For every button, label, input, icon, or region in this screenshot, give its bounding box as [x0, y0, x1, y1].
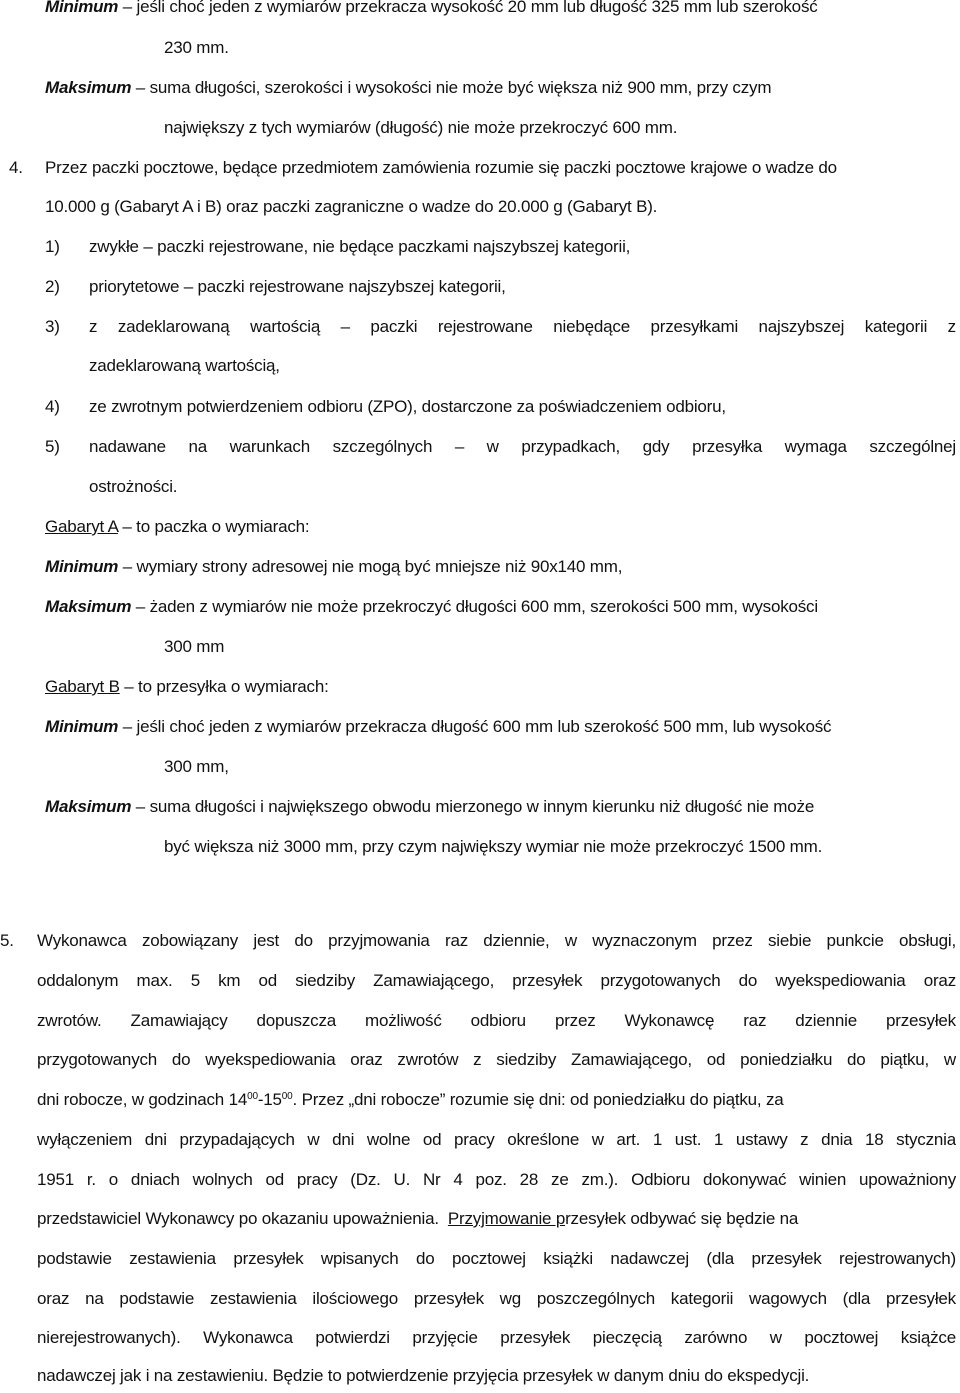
- gabaryt-b-maksimum-text-1: – suma długości i największego obwodu mierzonego w innym kierunku niż długość nie może: [135, 797, 815, 816]
- prev-maksimum-label: Maksimum: [45, 78, 132, 97]
- section4-text-1: Przez paczki pocztowe, będące przedmiotem zamówienia rozumie się paczki pocztowe krajowe o wadze do: [45, 158, 837, 177]
- prev-minimum-label: Minimum: [45, 0, 119, 16]
- item-5-text-2: ostrożności.: [89, 477, 178, 496]
- section5-line-5: [37, 1090, 956, 1110]
- section5-line-6: wyłączeniem dni przypadających w dni wolne od pracy określone w art. 1 ust. 1 ustawy z dnia 18 stycznia: [37, 1130, 956, 1149]
- section5-line-10: oraz na podstawie zestawienia ilościowego przesyłek wg poszczególnych kategorii wagowych (dla przesyłek: [37, 1289, 956, 1308]
- gabaryt-a-intro: – to paczka o wymiarach:: [122, 517, 310, 536]
- item-3-text-1: z zadeklarowaną wartością – paczki rejestrowane niebędące przesyłkami najszybszej kategorii z: [89, 317, 956, 336]
- section5-line-5a: dni robocze, w godzinach 14: [37, 1090, 248, 1109]
- item-1-num: 1): [45, 237, 60, 256]
- gabaryt-a-heading: [45, 517, 309, 537]
- prev-maksimum-cont: największy z tych wymiarów (długość) nie może przekroczyć 600 mm.: [164, 118, 678, 137]
- section5-sup-2: 00: [281, 1091, 293, 1102]
- section5-line-2: oddalonym max. 5 km od siedziby Zamawiającego, przesyłek przygotowanych do wyekspediowania oraz: [37, 971, 956, 990]
- prev-minimum-text-1: – jeśli choć jeden z wymiarów przekracza wysokość 20 mm lub długość 325 mm lub szerokość: [122, 0, 818, 16]
- gabaryt-a-title: Gabaryt A: [45, 517, 118, 536]
- prev-minimum-line: [45, 0, 818, 17]
- section5-line-12: nadawczej jak i na zestawieniu. Będzie to potwierdzenie przyjęcia przesyłek w danym dniu do ekspedycji.: [37, 1366, 810, 1385]
- gabaryt-a-minimum: [45, 557, 622, 577]
- gabaryt-b-maksimum: [45, 797, 814, 817]
- gabaryt-b-minimum-text-1: – jeśli choć jeden z wymiarów przekracza długość 600 mm lub szerokość 500 mm, lub wysokość: [122, 717, 832, 736]
- gabaryt-a-minimum-text: – wymiary strony adresowej nie mogą być mniejsze niż 90x140 mm,: [122, 557, 623, 576]
- section5-line-8b: rzesyłek odbywać się będzie na: [565, 1209, 799, 1228]
- item-3-num: 3): [45, 317, 60, 336]
- section5-line-8: [37, 1209, 956, 1229]
- gabaryt-b-heading: [45, 677, 329, 697]
- gabaryt-a-maksimum-cont: 300 mm: [164, 637, 225, 656]
- prev-maksimum-line: [45, 78, 771, 98]
- gabaryt-b-maksimum-cont: być większa niż 3000 mm, przy czym największy wymiar nie może przekroczyć 1500 mm.: [164, 837, 823, 856]
- section5-line-11: nierejestrowanych). Wykonawca potwierdzi przyjęcie przesyłek pieczęcią zarówno w pocztowej książce: [37, 1328, 956, 1347]
- gabaryt-a-maksimum-text-1: – żaden z wymiarów nie może przekroczyć długości 600 mm, szerokości 500 mm, wysokości: [135, 597, 818, 616]
- section5-line-5c: . Przez „dni robocze” rozumie się dni: od poniedziałku do piątku, za: [292, 1090, 784, 1109]
- item-5-text-1: nadawane na warunkach szczególnych – w przypadkach, gdy przesyłka wymaga szczególnej: [89, 437, 956, 456]
- section5-line-7: 1951 r. o dniach wolnych od pracy (Dz. U. Nr 4 poz. 28 ze zm.). Odbioru dokonywać winien upoważniony: [37, 1170, 956, 1189]
- gabaryt-b-minimum-cont: 300 mm,: [164, 757, 229, 776]
- section4-number: 4.: [9, 158, 23, 177]
- section5-line-8-underlined: Przyjmowanie p: [447, 1209, 566, 1228]
- gabaryt-b-intro: – to przesyłka o wymiarach:: [124, 677, 329, 696]
- gabaryt-b-maksimum-label: Maksimum: [45, 797, 132, 816]
- section5-line-9: podstawie zestawienia przesyłek wpisanych do pocztowej książki nadawczej (dla przesyłek rejestrowanych): [37, 1249, 956, 1268]
- item-2-text: priorytetowe – paczki rejestrowane najszybszej kategorii,: [89, 277, 506, 296]
- section5-line-5b: -15: [257, 1090, 282, 1109]
- gabaryt-b-title: Gabaryt B: [45, 677, 120, 696]
- item-2-num: 2): [45, 277, 60, 296]
- gabaryt-a-maksimum-label: Maksimum: [45, 597, 132, 616]
- gabaryt-b-minimum-label: Minimum: [45, 717, 119, 736]
- gabaryt-a-maksimum: [45, 597, 818, 617]
- item-5-num: 5): [45, 437, 60, 456]
- section5-line-3: zwrotów. Zamawiający dopuszcza możliwość odbioru przez Wykonawcę raz dziennie przesyłek: [37, 1011, 956, 1030]
- section4-text-2: 10.000 g (Gabaryt A i B) oraz paczki zagraniczne o wadze do 20.000 g (Gabaryt B).: [45, 197, 658, 216]
- section5-line-8a: przedstawiciel Wykonawcy po okazaniu upoważnienia.: [37, 1209, 439, 1228]
- prev-maksimum-text-1: – suma długości, szerokości i wysokości nie może być większa niż 900 mm, przy czym: [135, 78, 772, 97]
- section5-number: 5.: [0, 931, 14, 950]
- item-4-text: ze zwrotnym potwierdzeniem odbioru (ZPO), dostarczone za poświadczeniem odbioru,: [89, 397, 726, 416]
- gabaryt-b-minimum: [45, 717, 831, 737]
- item-4-num: 4): [45, 397, 60, 416]
- prev-minimum-cont: 230 mm.: [164, 38, 229, 57]
- gabaryt-a-minimum-label: Minimum: [45, 557, 119, 576]
- section5-line-4: przygotowanych do wyekspediowania oraz zwrotów z siedziby Zamawiającego, od poniedziałku do piątku, w: [37, 1050, 956, 1069]
- item-3-text-2: zadeklarowaną wartością,: [89, 356, 280, 375]
- item-1-text: zwykłe – paczki rejestrowane, nie będące paczkami najszybszej kategorii,: [89, 237, 631, 256]
- section5-line-1: Wykonawca zobowiązany jest do przyjmowania raz dziennie, w wyznaczonym przez siebie punkcie obsługi,: [37, 931, 956, 950]
- section5-sup-1: 00: [247, 1091, 258, 1102]
